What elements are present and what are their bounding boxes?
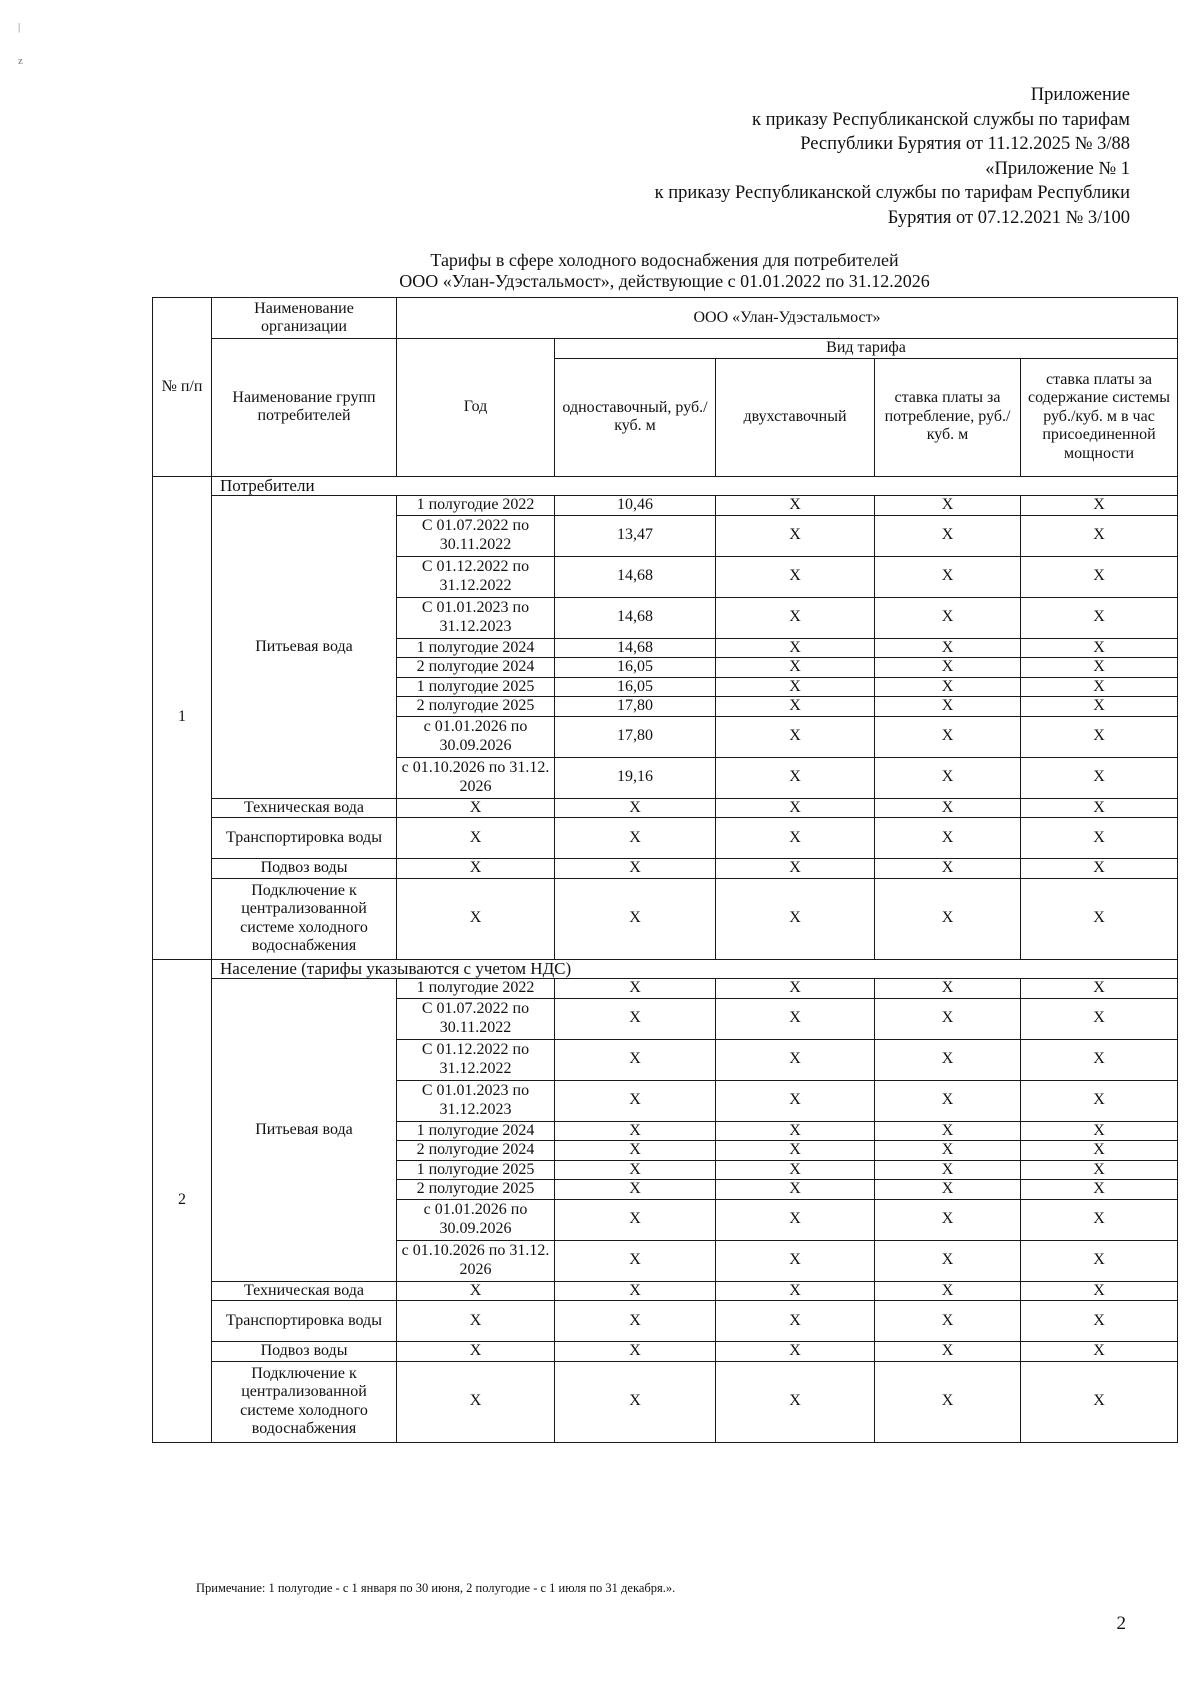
rate-maintenance-value: X: [1021, 1160, 1178, 1180]
period-cell: 2 полугодие 2024: [397, 1141, 555, 1161]
header-row-org: [153, 298, 1178, 339]
rate-consumption-value: X: [875, 1342, 1021, 1362]
one-part-value: X: [555, 1342, 716, 1362]
rate-consumption-value: X: [875, 597, 1021, 638]
rate-maintenance-value: X: [1021, 1180, 1178, 1200]
one-part-value: X: [555, 878, 716, 959]
one-part-value: 17,80: [555, 716, 716, 757]
period-cell: с 01.10.2026 по 31.12. 2026: [397, 757, 555, 798]
two-part-value: X: [716, 878, 875, 959]
rate-maintenance-value: X: [1021, 979, 1178, 999]
service-label: Подвоз воды: [212, 1342, 397, 1362]
consumer-group: Потребители: [212, 476, 1178, 496]
rate-consumption-value: X: [875, 878, 1021, 959]
rate-consumption-value: X: [875, 496, 1021, 516]
rate-consumption-value: X: [875, 716, 1021, 757]
one-part-value: X: [555, 859, 716, 879]
rate-maintenance-value: X: [1021, 716, 1178, 757]
group-row: [153, 476, 1178, 496]
two-part-value: X: [716, 859, 875, 879]
rate-consumption-value: X: [875, 1039, 1021, 1080]
rate-consumption-value: X: [875, 1160, 1021, 1180]
service-label: Подключение к централизованной системе холодного водоснабжения: [212, 1361, 397, 1442]
rate-maintenance-value: X: [1021, 658, 1178, 678]
rate-consumption-value: X: [875, 998, 1021, 1039]
table-row: [153, 878, 1178, 959]
year-header: Год: [397, 339, 555, 477]
header-line: к приказу Республиканской службы по тарифам Республики: [654, 183, 1130, 204]
period-cell: С 01.01.2023 по 31.12.2023: [397, 1080, 555, 1121]
tariff-kind-header: Вид тарифа: [555, 339, 1178, 359]
service-label: Техническая вода: [212, 798, 397, 818]
table-row: [153, 818, 1178, 859]
two-part-value: X: [716, 1301, 875, 1342]
rate-consumption-value: X: [875, 1080, 1021, 1121]
rate-consumption-value: X: [875, 757, 1021, 798]
rate-consumption-value: X: [875, 1199, 1021, 1240]
two-part-value: X: [716, 716, 875, 757]
service-label: Техническая вода: [212, 1281, 397, 1301]
service-label: Подвоз воды: [212, 859, 397, 879]
rate-consumption-value: X: [875, 658, 1021, 678]
two-part-value: X: [716, 1281, 875, 1301]
period-cell: X: [397, 1281, 555, 1301]
footnote: Примечание: 1 полугодие - с 1 января по 30 июня, 2 полугодие - с 1 июля по 31 декабря.».: [196, 1581, 676, 1595]
two-part-value: X: [716, 979, 875, 999]
table-row: [153, 1281, 1178, 1301]
rate-consumption-value: X: [875, 556, 1021, 597]
rate-maintenance-value: X: [1021, 798, 1178, 818]
one-part-value: X: [555, 1180, 716, 1200]
period-cell: 1 полугодие 2025: [397, 677, 555, 697]
period-cell: X: [397, 1361, 555, 1442]
rate-consumption-value: X: [875, 1141, 1021, 1161]
one-part-value: X: [555, 818, 716, 859]
rate-consumption-value: X: [875, 1281, 1021, 1301]
two-part-value: X: [716, 1240, 875, 1281]
document-title: [152, 250, 1177, 292]
two-part-value: X: [716, 1121, 875, 1141]
header-line: к приказу Республиканской службы по тарифам: [752, 109, 1130, 130]
period-cell: X: [397, 859, 555, 879]
rate-consumption-value: X: [875, 859, 1021, 879]
rate-consumption-value: X: [875, 1240, 1021, 1281]
period-cell: С 01.01.2023 по 31.12.2023: [397, 597, 555, 638]
one-part-value: 17,80: [555, 697, 716, 717]
period-cell: с 01.01.2026 по 30.09.2026: [397, 716, 555, 757]
title-line-1: Тарифы в сфере холодного водоснабжения для потребителей: [430, 250, 899, 270]
one-part-value: 19,16: [555, 757, 716, 798]
rate-maintenance-value: X: [1021, 1301, 1178, 1342]
two-part-header: двухставочный: [716, 358, 875, 476]
table-row: [153, 798, 1178, 818]
two-part-value: X: [716, 496, 875, 516]
rate-maintenance-value: X: [1021, 859, 1178, 879]
table-row: [153, 1301, 1178, 1342]
rate-maintenance-value: X: [1021, 1141, 1178, 1161]
rate-consumption-value: X: [875, 798, 1021, 818]
one-part-value: 16,05: [555, 677, 716, 697]
one-part-value: X: [555, 1361, 716, 1442]
period-cell: с 01.01.2026 по 30.09.2026: [397, 1199, 555, 1240]
rate-maintenance-value: X: [1021, 878, 1178, 959]
period-cell: С 01.12.2022 по 31.12.2022: [397, 556, 555, 597]
two-part-value: X: [716, 1361, 875, 1442]
period-cell: С 01.07.2022 по 30.11.2022: [397, 998, 555, 1039]
rate-maintenance-value: X: [1021, 1281, 1178, 1301]
rate-maintenance-value: X: [1021, 597, 1178, 638]
one-part-header: одноставочный, руб./ куб. м: [555, 358, 716, 476]
table-row: [153, 1361, 1178, 1442]
two-part-value: X: [716, 818, 875, 859]
one-part-value: X: [555, 1141, 716, 1161]
rate-maintenance-value: X: [1021, 1080, 1178, 1121]
service-label: Транспортировка воды: [212, 818, 397, 859]
row-number: 2: [153, 959, 212, 1442]
header-line: Бурятия от 07.12.2021 № 3/100: [887, 207, 1130, 228]
rate-maintenance-value: X: [1021, 556, 1178, 597]
two-part-value: X: [716, 1160, 875, 1180]
one-part-value: 14,68: [555, 556, 716, 597]
one-part-value: 16,05: [555, 658, 716, 678]
rate-maintenance-value: X: [1021, 1199, 1178, 1240]
period-cell: 2 полугодие 2024: [397, 658, 555, 678]
rate-maintenance-value: X: [1021, 818, 1178, 859]
service-label: Транспортировка воды: [212, 1301, 397, 1342]
two-part-value: X: [716, 998, 875, 1039]
two-part-value: X: [716, 1141, 875, 1161]
rate-consumption-value: X: [875, 979, 1021, 999]
period-cell: X: [397, 1342, 555, 1362]
two-part-value: X: [716, 658, 875, 678]
rate-consumption-value: X: [875, 1361, 1021, 1442]
scan-margin-marks: | z: [18, 21, 23, 67]
header-line: Республики Бурятия от 11.12.2025 № 3/88: [800, 134, 1130, 155]
two-part-value: X: [716, 515, 875, 556]
one-part-value: X: [555, 998, 716, 1039]
rate-maintenance-value: X: [1021, 697, 1178, 717]
period-cell: 2 полугодие 2025: [397, 1180, 555, 1200]
appendix-header: [655, 83, 1130, 231]
header-line: Приложение: [1030, 85, 1130, 105]
rate-maintenance-value: X: [1021, 1361, 1178, 1442]
rate-maintenance-value: X: [1021, 757, 1178, 798]
table-row: [153, 859, 1178, 879]
two-part-value: X: [716, 1180, 875, 1200]
rate-maintenance-header: ставка платы за содержание системы руб./куб. м в час присоединенной мощности: [1021, 358, 1178, 476]
page-number: 2: [1116, 1613, 1126, 1634]
rate-maintenance-value: X: [1021, 638, 1178, 658]
group-label-header: Наименование групп потребителей: [212, 339, 397, 477]
table-row: [153, 979, 1178, 999]
two-part-value: X: [716, 1342, 875, 1362]
period-cell: с 01.10.2026 по 31.12. 2026: [397, 1240, 555, 1281]
one-part-value: X: [555, 1121, 716, 1141]
rate-consumption-header: ставка платы за потребление, руб./ куб. м: [875, 358, 1021, 476]
drinking-water-label: Питьевая вода: [212, 979, 397, 1282]
table-row: [153, 496, 1178, 516]
rate-maintenance-value: X: [1021, 1342, 1178, 1362]
two-part-value: X: [716, 757, 875, 798]
rate-maintenance-value: X: [1021, 677, 1178, 697]
rate-maintenance-value: X: [1021, 1039, 1178, 1080]
rate-consumption-value: X: [875, 818, 1021, 859]
one-part-value: X: [555, 1080, 716, 1121]
one-part-value: X: [555, 1160, 716, 1180]
two-part-value: X: [716, 597, 875, 638]
consumer-group: Население (тарифы указываются с учетом НДС): [212, 959, 1178, 979]
period-cell: 1 полугодие 2022: [397, 979, 555, 999]
period-cell: 1 полугодие 2024: [397, 1121, 555, 1141]
tariff-table: [152, 297, 1178, 1443]
two-part-value: X: [716, 677, 875, 697]
rate-consumption-value: X: [875, 1180, 1021, 1200]
two-part-value: X: [716, 1080, 875, 1121]
period-cell: X: [397, 818, 555, 859]
header-row-kind: [153, 339, 1178, 359]
rate-maintenance-value: X: [1021, 1240, 1178, 1281]
one-part-value: X: [555, 1301, 716, 1342]
period-cell: X: [397, 878, 555, 959]
title-line-2: ООО «Улан-Удэстальмост», действующие с 01.01.2022 по 31.12.2026: [399, 271, 930, 291]
one-part-value: X: [555, 798, 716, 818]
rate-maintenance-value: X: [1021, 496, 1178, 516]
rate-maintenance-value: X: [1021, 998, 1178, 1039]
period-cell: 1 полугодие 2022: [397, 496, 555, 516]
rate-consumption-value: X: [875, 677, 1021, 697]
one-part-value: 14,68: [555, 638, 716, 658]
two-part-value: X: [716, 697, 875, 717]
rate-consumption-value: X: [875, 1301, 1021, 1342]
row-number: 1: [153, 476, 212, 959]
two-part-value: X: [716, 798, 875, 818]
table-row: [153, 1342, 1178, 1362]
period-cell: С 01.12.2022 по 31.12.2022: [397, 1039, 555, 1080]
header-line: «Приложение № 1: [985, 158, 1130, 179]
group-row: [153, 959, 1178, 979]
period-cell: 2 полугодие 2025: [397, 697, 555, 717]
num-header: № п/п: [153, 298, 212, 477]
one-part-value: X: [555, 1281, 716, 1301]
rate-maintenance-value: X: [1021, 515, 1178, 556]
rate-consumption-value: X: [875, 638, 1021, 658]
two-part-value: X: [716, 1039, 875, 1080]
service-label: Подключение к централизованной системе холодного водоснабжения: [212, 878, 397, 959]
one-part-value: X: [555, 1199, 716, 1240]
period-cell: 1 полугодие 2025: [397, 1160, 555, 1180]
one-part-value: X: [555, 1240, 716, 1281]
one-part-value: 14,68: [555, 597, 716, 638]
period-cell: С 01.07.2022 по 30.11.2022: [397, 515, 555, 556]
period-cell: X: [397, 798, 555, 818]
rate-consumption-value: X: [875, 1121, 1021, 1141]
two-part-value: X: [716, 556, 875, 597]
two-part-value: X: [716, 1199, 875, 1240]
one-part-value: X: [555, 979, 716, 999]
period-cell: X: [397, 1301, 555, 1342]
one-part-value: 10,46: [555, 496, 716, 516]
org-label-header: Наименование организации: [212, 298, 397, 339]
two-part-value: X: [716, 638, 875, 658]
one-part-value: 13,47: [555, 515, 716, 556]
rate-maintenance-value: X: [1021, 1121, 1178, 1141]
rate-consumption-value: X: [875, 515, 1021, 556]
period-cell: 1 полугодие 2024: [397, 638, 555, 658]
rate-consumption-value: X: [875, 697, 1021, 717]
org-name: ООО «Улан-Удэстальмост»: [397, 298, 1178, 339]
drinking-water-label: Питьевая вода: [212, 496, 397, 799]
one-part-value: X: [555, 1039, 716, 1080]
